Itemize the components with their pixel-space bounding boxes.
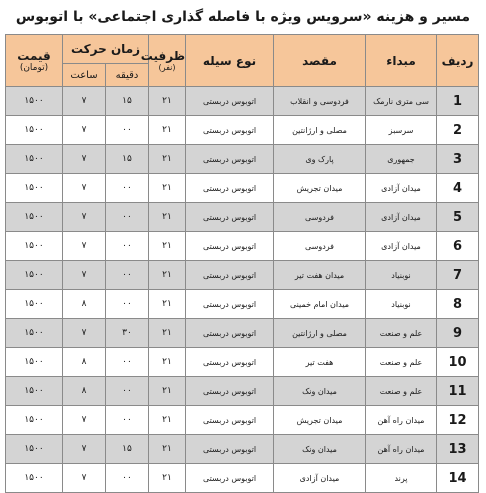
cell-destination: فردوسی — [274, 203, 366, 232]
table-row — [6, 319, 479, 348]
cell-vehicle: اتوبوس دربستی — [186, 348, 274, 377]
header-capacity-unit: (نفر) — [158, 62, 176, 72]
cell-origin: نوبنیاد — [366, 290, 437, 319]
cell-origin: میدان راه آهن — [366, 435, 437, 464]
cell-minute: ۰۰ — [106, 290, 149, 319]
cell-origin: علم و صنعت — [366, 319, 437, 348]
table-row — [6, 377, 479, 406]
header-minute: دقیقه — [106, 64, 149, 87]
cell-price: ۱۵۰۰ — [6, 406, 63, 435]
cell-minute: ۱۵ — [106, 87, 149, 116]
page-title: مسیر و هزینه «سرویس ویژه با فاصله گذاری اجتماعی» با اتوبوس — [15, 9, 471, 25]
cell-destination: میدان آزادی — [274, 464, 366, 493]
header-vehicle: نوع سیله — [186, 35, 274, 87]
table-row — [6, 261, 479, 290]
cell-vehicle: اتوبوس دربستی — [186, 116, 274, 145]
cell-capacity: ۲۱ — [149, 464, 186, 493]
cell-destination: میدان تجریش — [274, 174, 366, 203]
cell-row-number: 4 — [437, 174, 479, 203]
cell-destination: هفت تیر — [274, 348, 366, 377]
header-origin: مبداء — [366, 35, 437, 87]
cell-row-number: 14 — [437, 464, 479, 493]
cell-destination: میدان امام خمینی — [274, 290, 366, 319]
cell-minute: ۰۰ — [106, 232, 149, 261]
cell-row-number: 3 — [437, 145, 479, 174]
cell-vehicle: اتوبوس دربستی — [186, 290, 274, 319]
cell-capacity: ۲۱ — [149, 203, 186, 232]
cell-minute: ۰۰ — [106, 116, 149, 145]
header-capacity-label: ظرفیت — [140, 48, 185, 63]
table-row — [6, 290, 479, 319]
header-price-unit: (تومان) — [19, 62, 49, 73]
cell-origin: جمهوری — [366, 145, 437, 174]
cell-capacity: ۲۱ — [149, 435, 186, 464]
cell-origin: پرند — [366, 464, 437, 493]
cell-minute: ۰۰ — [106, 261, 149, 290]
cell-minute: ۱۵ — [106, 435, 149, 464]
cell-hour: ۷ — [63, 116, 106, 145]
header-price — [6, 35, 63, 87]
cell-row-number: 9 — [437, 319, 479, 348]
cell-minute: ۰۰ — [106, 464, 149, 493]
cell-hour: ۸ — [63, 290, 106, 319]
cell-capacity: ۲۱ — [149, 406, 186, 435]
cell-minute: ۰۰ — [106, 377, 149, 406]
cell-hour: ۸ — [63, 377, 106, 406]
cell-price: ۱۵۰۰ — [6, 261, 63, 290]
cell-price: ۱۵۰۰ — [6, 232, 63, 261]
cell-price: ۱۵۰۰ — [6, 348, 63, 377]
cell-capacity: ۲۱ — [149, 377, 186, 406]
cell-price: ۱۵۰۰ — [6, 319, 63, 348]
cell-price: ۱۵۰۰ — [6, 87, 63, 116]
cell-row-number: 8 — [437, 290, 479, 319]
cell-hour: ۷ — [63, 232, 106, 261]
cell-row-number: 1 — [437, 87, 479, 116]
cell-price: ۱۵۰۰ — [6, 174, 63, 203]
cell-row-number: 12 — [437, 406, 479, 435]
cell-row-number: 2 — [437, 116, 479, 145]
cell-origin: علم و صنعت — [366, 348, 437, 377]
cell-row-number: 6 — [437, 232, 479, 261]
cell-hour: ۷ — [63, 435, 106, 464]
cell-destination: میدان هفت تیر — [274, 261, 366, 290]
cell-row-number: 11 — [437, 377, 479, 406]
table-row — [6, 87, 479, 116]
cell-row-number: 7 — [437, 261, 479, 290]
header-price-label: قیمت — [17, 48, 51, 63]
cell-price: ۱۵۰۰ — [6, 290, 63, 319]
table-row — [6, 174, 479, 203]
cell-price: ۱۵۰۰ — [6, 464, 63, 493]
cell-price: ۱۵۰۰ — [6, 116, 63, 145]
header-row-number: ردیف — [437, 35, 479, 87]
table-body — [6, 87, 479, 493]
cell-vehicle: اتوبوس دربستی — [186, 145, 274, 174]
cell-hour: ۷ — [63, 406, 106, 435]
cell-capacity: ۲۱ — [149, 87, 186, 116]
cell-price: ۱۵۰۰ — [6, 435, 63, 464]
cell-destination: میدان تجریش — [274, 406, 366, 435]
cell-capacity: ۲۱ — [149, 319, 186, 348]
table-row — [6, 116, 479, 145]
table-row — [6, 348, 479, 377]
table-row — [6, 406, 479, 435]
cell-destination: فردوسی و انقلاب — [274, 87, 366, 116]
cell-minute: ۰۰ — [106, 203, 149, 232]
cell-origin: میدان آزادی — [366, 203, 437, 232]
cell-minute: ۰۰ — [106, 174, 149, 203]
cell-vehicle: اتوبوس دربستی — [186, 203, 274, 232]
cell-vehicle: اتوبوس دربستی — [186, 435, 274, 464]
cell-origin: سرسبز — [366, 116, 437, 145]
header-destination: مقصد — [274, 35, 366, 87]
header-time: زمان حرکت — [63, 35, 149, 64]
cell-hour: ۷ — [63, 203, 106, 232]
cell-destination: میدان ونک — [274, 435, 366, 464]
cell-origin: سی متری نارمک — [366, 87, 437, 116]
cell-vehicle: اتوبوس دربستی — [186, 87, 274, 116]
cell-origin: میدان راه آهن — [366, 406, 437, 435]
table-row — [6, 232, 479, 261]
cell-price: ۱۵۰۰ — [6, 377, 63, 406]
cell-vehicle: اتوبوس دربستی — [186, 261, 274, 290]
cell-minute: ۱۵ — [106, 145, 149, 174]
cell-hour: ۷ — [63, 87, 106, 116]
cell-destination: پارک وی — [274, 145, 366, 174]
cell-price: ۱۵۰۰ — [6, 203, 63, 232]
table-row — [6, 145, 479, 174]
cell-minute: ۳۰ — [106, 319, 149, 348]
cell-capacity: ۲۱ — [149, 290, 186, 319]
routes-table — [5, 34, 479, 493]
cell-capacity: ۲۱ — [149, 174, 186, 203]
cell-minute: ۰۰ — [106, 406, 149, 435]
cell-row-number: 5 — [437, 203, 479, 232]
cell-hour: ۷ — [63, 464, 106, 493]
cell-destination: میدان ونک — [274, 377, 366, 406]
cell-vehicle: اتوبوس دربستی — [186, 377, 274, 406]
cell-vehicle: اتوبوس دربستی — [186, 232, 274, 261]
cell-destination: مصلی و ارژانتین — [274, 319, 366, 348]
header-hour: ساعت — [63, 64, 106, 87]
cell-minute: ۰۰ — [106, 348, 149, 377]
cell-capacity: ۲۱ — [149, 261, 186, 290]
cell-vehicle: اتوبوس دربستی — [186, 174, 274, 203]
cell-vehicle: اتوبوس دربستی — [186, 406, 274, 435]
cell-price: ۱۵۰۰ — [6, 145, 63, 174]
table-row — [6, 203, 479, 232]
cell-capacity: ۲۱ — [149, 116, 186, 145]
cell-row-number: 13 — [437, 435, 479, 464]
header-row — [6, 35, 479, 64]
cell-hour: ۷ — [63, 174, 106, 203]
cell-origin: نوبنیاد — [366, 261, 437, 290]
cell-origin: علم و صنعت — [366, 377, 437, 406]
cell-hour: ۷ — [63, 261, 106, 290]
cell-capacity: ۲۱ — [149, 145, 186, 174]
table-row — [6, 464, 479, 493]
cell-capacity: ۲۱ — [149, 232, 186, 261]
table-row — [6, 435, 479, 464]
cell-hour: ۷ — [63, 145, 106, 174]
cell-origin: میدان آزادی — [366, 174, 437, 203]
cell-vehicle: اتوبوس دربستی — [186, 464, 274, 493]
header-capacity — [140, 35, 186, 87]
cell-destination: مصلی و ارژانتین — [274, 116, 366, 145]
cell-row-number: 10 — [437, 348, 479, 377]
cell-capacity: ۲۱ — [149, 348, 186, 377]
cell-destination: فردوسی — [274, 232, 366, 261]
cell-hour: ۷ — [63, 319, 106, 348]
cell-hour: ۸ — [63, 348, 106, 377]
cell-vehicle: اتوبوس دربستی — [186, 319, 274, 348]
cell-origin: میدان آزادی — [366, 232, 437, 261]
